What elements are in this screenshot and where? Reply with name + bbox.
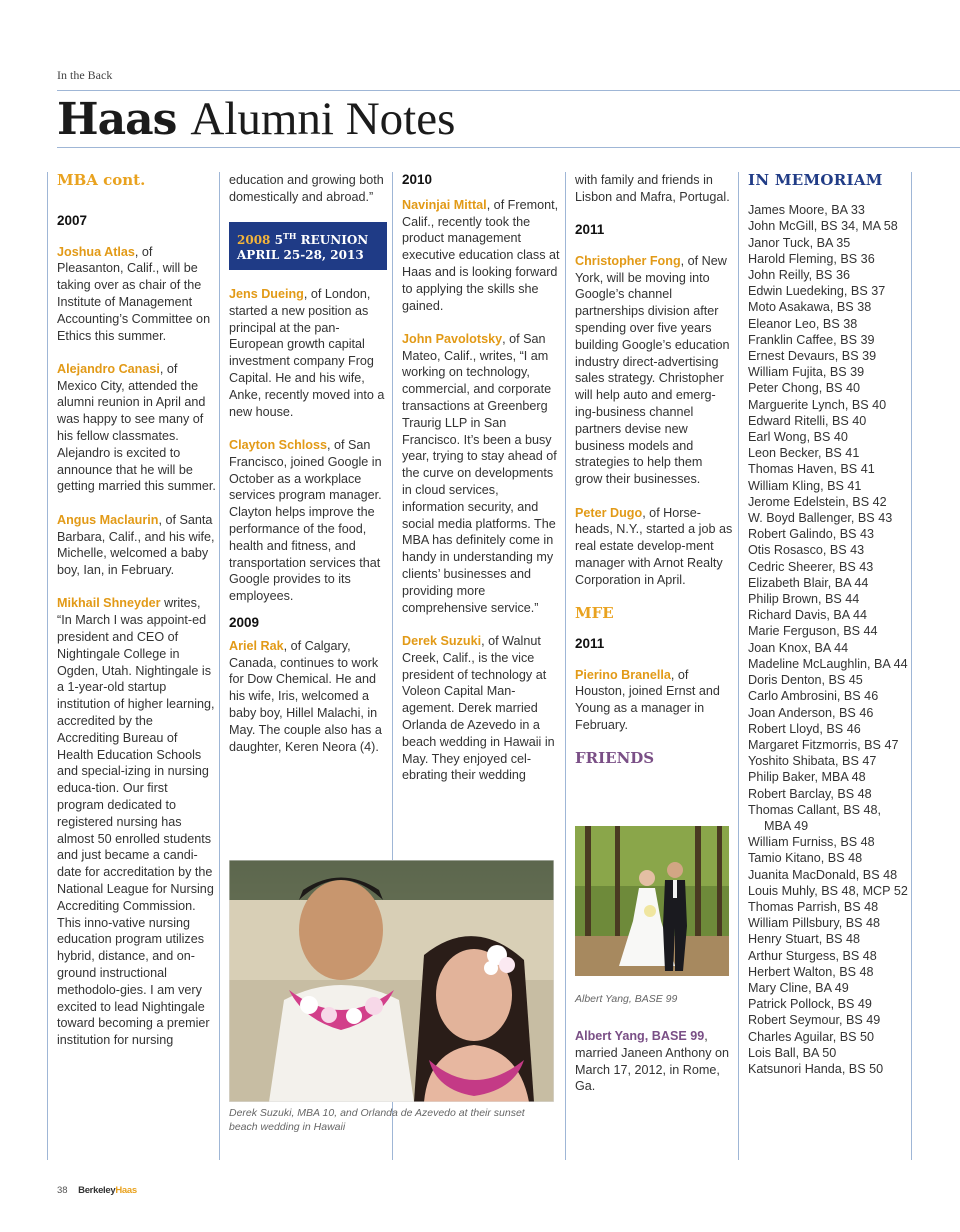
note-continued: with family and friends in Lisbon and Mafra, Portugal.	[575, 173, 730, 204]
memoriam-item: Eleanor Leo, BS 38	[748, 316, 858, 331]
note-entry	[57, 361, 217, 495]
note-text: , of Mexico City, attended the alumni reunion in April and was happy to see many of his fellow classmates. Alejandro is excited to announce that he will be getting married this summer.	[57, 361, 216, 494]
memoriam-item: Lois Ball, BA 50	[748, 1045, 837, 1060]
note-entry	[57, 512, 217, 579]
note-entry	[575, 253, 733, 488]
note-entry	[57, 244, 217, 345]
alum-name: Alejandro Canasi	[57, 361, 160, 376]
note-entry	[402, 197, 560, 315]
section-label: In the Back	[57, 68, 113, 82]
note-text: , of London, started a new position as principal at the pan-European growth capital investment company Frog Capital. He and his wife, Anke, recently moved into a new house.	[229, 287, 385, 419]
note-text: , of New York, will be moving into Google’s channel partnerships division after spending over five years building Google’s education industry direct-advertising sales strategy. Christopher will help auto and emerg-ing-business channel partners devise new business models and strategies to help them grow their businesses.	[575, 253, 730, 487]
memoriam-item: Edward Ritelli, BS 40	[748, 413, 867, 428]
note-text: , of San Francisco, joined Google in October as a workplace services program manager. Clayton helps improve the performance of the food, health and fitness, and transportation services that Google provides to its employees.	[229, 437, 382, 604]
alum-name: Albert Yang, BASE 99	[575, 1029, 705, 1043]
note-text: , of Houston, joined Ernst and Young as a manager in February.	[575, 667, 720, 733]
memoriam-item: Madeline McLaughlin, BA 44	[748, 656, 908, 671]
page-footer	[57, 1185, 137, 1196]
memoriam-item: Mary Cline, BA 49	[748, 980, 849, 995]
title-rule	[57, 147, 960, 148]
alum-name: Mikhail Shneyder	[57, 596, 161, 611]
page-number: 38	[57, 1185, 68, 1196]
beach-photo-illustration	[229, 860, 554, 1102]
note-entry	[229, 437, 387, 605]
memoriam-list	[748, 202, 908, 1077]
note-text: , of Walnut Creek, Calif., is the vice president of technology at Voleon Capital Man-agement. Derek married Orlanda de Azevedo in a beach wedding in Hawaii in May. They enjoyed cel-ebrating their wedding	[402, 633, 555, 783]
column-divider	[565, 172, 566, 1160]
memoriam-item: John Reilly, BS 36	[748, 268, 850, 283]
memoriam-item: Carlo Ambrosini, BS 46	[748, 689, 879, 704]
category-heading: MFE	[575, 604, 614, 623]
brand-part-a: Berkeley	[78, 1185, 116, 1196]
memoriam-item: Peter Chong, BS 40	[748, 381, 861, 396]
memoriam-item: Robert Lloyd, BS 46	[748, 721, 861, 736]
memoriam-item: John McGill, BS 34, MA 58	[748, 219, 898, 234]
column-5	[748, 172, 908, 1077]
memoriam-item: Moto Asakawa, BS 38	[748, 300, 872, 315]
note-entry	[402, 633, 560, 784]
memoriam-item: Thomas Haven, BS 41	[748, 462, 875, 477]
note-text: , of San Mateo, Calif., writes, “I am working on technology, commercial, and corporate transactions at Greenberg Traurig LLP in San Francisco. It’s been a busy year, trying to stay ahead of the curve on developments in cloud services, information security, and social media platforms. The MBA has definitely come in handy in understanding my clients’ businesses and providing more comprehensive service.”	[402, 331, 557, 615]
note-text: , of Horse-heads, N.Y., started a job as real estate develop-ment manager with Arnot Realty Corporation in April.	[575, 505, 733, 587]
alum-name: John Pavolotsky	[402, 331, 503, 346]
reunion-suffix: TH	[282, 231, 297, 242]
memoriam-item: Doris Denton, BS 45	[748, 673, 863, 688]
note-entry	[575, 1028, 733, 1095]
memoriam-item: W. Boyd Ballenger, BS 43	[748, 511, 893, 526]
memoriam-item: Franklin Caffee, BS 39	[748, 332, 875, 347]
publication-logo	[78, 1185, 137, 1196]
reunion-dates: APRIL 25-28, 2013	[237, 248, 364, 263]
memoriam-item: Marie Ferguson, BS 44	[748, 624, 878, 639]
year-heading: 2011	[575, 222, 605, 238]
column-1	[57, 172, 217, 1065]
memoriam-item: Edwin Luedeking, BS 37	[748, 284, 886, 299]
memoriam-item: Henry Stuart, BS 48	[748, 932, 860, 947]
memoriam-item: Robert Barclay, BS 48	[748, 786, 872, 801]
memoriam-item: William Fujita, BS 39	[748, 365, 865, 380]
memoriam-item: Herbert Walton, BS 48	[748, 964, 874, 979]
memoriam-item: Joan Anderson, BS 46	[748, 705, 874, 720]
memoriam-item: Katsunori Handa, BS 50	[748, 1061, 884, 1076]
wedding-photo-friends	[575, 826, 729, 976]
memoriam-item: Tamio Kitano, BS 48	[748, 851, 863, 866]
reunion-word: REUNION	[300, 233, 369, 248]
note-entry	[575, 667, 733, 734]
alum-name: Angus Maclaurin	[57, 512, 159, 527]
column-2	[229, 172, 387, 772]
memoriam-item: Jerome Edelstein, BS 42	[748, 494, 887, 509]
year-heading: 2009	[229, 614, 260, 630]
column-4-lower	[575, 1028, 733, 1112]
memoriam-item: Janor Tuck, BA 35	[748, 235, 851, 250]
memoriam-item: Richard Davis, BA 44	[748, 608, 867, 623]
column-divider	[219, 172, 220, 1160]
memoriam-item: Joan Knox, BA 44	[748, 640, 849, 655]
memoriam-item: Charles Aguilar, BS 50	[748, 1029, 875, 1044]
memoriam-item: Leon Becker, BS 41	[748, 446, 860, 461]
category-heading: FRIENDS	[575, 749, 655, 768]
photo-caption: Albert Yang, BASE 99	[575, 993, 678, 1005]
note-entry	[402, 331, 560, 617]
reunion-number: 5	[274, 233, 283, 248]
memoriam-item: Harold Fleming, BS 36	[748, 251, 875, 266]
memoriam-item: Robert Seymour, BS 49	[748, 1013, 881, 1028]
alum-name: Pierino Branella	[575, 667, 671, 682]
note-text: writes, “In March I was appoint-ed president and CEO of Nightingale College in Ogden, Utah. Nightingale is a 1-year-old startup institution of higher learning, accredited by the Accrediting Bureau of Health Education Schools and special-izing in nursing educa-tion. Our first program dedicated to registered nursing has almost 50 enrolled students and just became a candi-date for accreditation by the National League for Nursing Accrediting Commission. This inno-vative nursing education program utilizes hybrid, distance, and on-ground instructional methodolo-gies. I am very excited to lead Nightingale toward becoming a premier institution for nursing	[57, 596, 215, 1048]
memoriam-item: Yoshito Shibata, BS 47	[748, 754, 877, 769]
note-entry	[229, 286, 387, 420]
column-divider	[911, 172, 912, 1160]
memoriam-item: Thomas Callant, BS 48, MBA 49	[748, 802, 881, 833]
memoriam-item: Earl Wong, BS 40	[748, 430, 848, 445]
memoriam-item: Marguerite Lynch, BS 40	[748, 397, 887, 412]
note-entry	[229, 638, 387, 756]
memoriam-item: Louis Muhly, BS 48, MCP 52	[748, 883, 908, 898]
memoriam-item: Thomas Parrish, BS 48	[748, 899, 879, 914]
title-light: Alumni Notes	[190, 93, 456, 145]
alum-name: Joshua Atlas	[57, 244, 135, 259]
note-text: , of Pleasanton, Calif., will be taking over as chair of the Institute of Management Accounting’s Committee on Ethics this summer.	[57, 244, 211, 343]
alum-name: Ariel Rak	[229, 638, 284, 653]
memoriam-item: William Furniss, BS 48	[748, 835, 875, 850]
memoriam-item: William Pillsbury, BS 48	[748, 916, 881, 931]
note-text: , of Calgary, Canada, continues to work for Dow Chemical. He and his wife, Iris, welcomed a baby boy, Hillel Malachi, in May. The couple also has a daughter, Keren Neora (4).	[229, 638, 382, 754]
alum-name: Peter Dugo	[575, 505, 643, 520]
note-text: , of Santa Barbara, Calif., and his wife, Michelle, welcomed a baby boy, Ian, in February.	[57, 512, 215, 578]
column-divider	[47, 172, 48, 1160]
year-heading: 2007	[57, 212, 88, 228]
year-heading: 2010	[402, 172, 433, 187]
photo-caption: Derek Suzuki, MBA 10, and Orlanda de Azevedo at their sunset beach wedding in Hawaii	[229, 1107, 525, 1133]
note-text: , married Janeen Anthony on March 17, 2012, in Rome, Ga.	[575, 1029, 730, 1094]
wedding-photo-beach	[229, 860, 554, 1102]
memoriam-item: Philip Brown, BS 44	[748, 592, 860, 607]
year-heading: 2011	[575, 635, 605, 651]
note-text: , of Fremont, Calif., recently took the product management executive education class at Haas and is looking forward to applying the skills she gained.	[402, 197, 560, 313]
note-entry	[57, 595, 217, 1049]
alum-name: Jens Dueing	[229, 287, 304, 302]
memoriam-item: Cedric Sheerer, BS 43	[748, 559, 874, 574]
alum-name: Christopher Fong	[575, 253, 681, 268]
column-4	[575, 172, 733, 785]
reunion-year: 2008	[237, 233, 271, 248]
memoriam-item: William Kling, BS 41	[748, 478, 862, 493]
reunion-banner	[229, 222, 387, 270]
memoriam-item: Arthur Sturgess, BS 48	[748, 948, 877, 963]
memoriam-item: Elizabeth Blair, BA 44	[748, 575, 869, 590]
note-continued: education and growing both domestically and abroad.”	[229, 173, 384, 204]
friends-photo-illustration	[575, 826, 729, 976]
memoriam-item: Otis Rosasco, BS 43	[748, 543, 865, 558]
memoriam-item: Margaret Fitzmorris, BS 47	[748, 737, 899, 752]
memoriam-item: James Moore, BA 33	[748, 203, 865, 218]
top-rule	[57, 90, 960, 91]
category-heading: MBA cont.	[57, 171, 146, 189]
memoriam-item: Patrick Pollock, BS 49	[748, 997, 872, 1012]
brand-part-b: Haas	[115, 1185, 137, 1196]
memoriam-item: Juanita MacDonald, BS 48	[748, 867, 898, 882]
alum-name: Derek Suzuki	[402, 633, 482, 648]
page-title	[57, 92, 455, 147]
title-bold: Haas	[57, 94, 177, 145]
category-heading: IN MEMORIAM	[748, 171, 883, 189]
alum-name: Clayton Schloss	[229, 437, 327, 452]
memoriam-item: Robert Galindo, BS 43	[748, 527, 875, 542]
alum-name: Navinjai Mittal	[402, 197, 487, 212]
memoriam-item: Philip Baker, MBA 48	[748, 770, 866, 785]
memoriam-item: Ernest Devaurs, BS 39	[748, 349, 877, 364]
column-3	[402, 172, 560, 801]
note-entry	[575, 505, 733, 589]
column-divider	[738, 172, 739, 1160]
